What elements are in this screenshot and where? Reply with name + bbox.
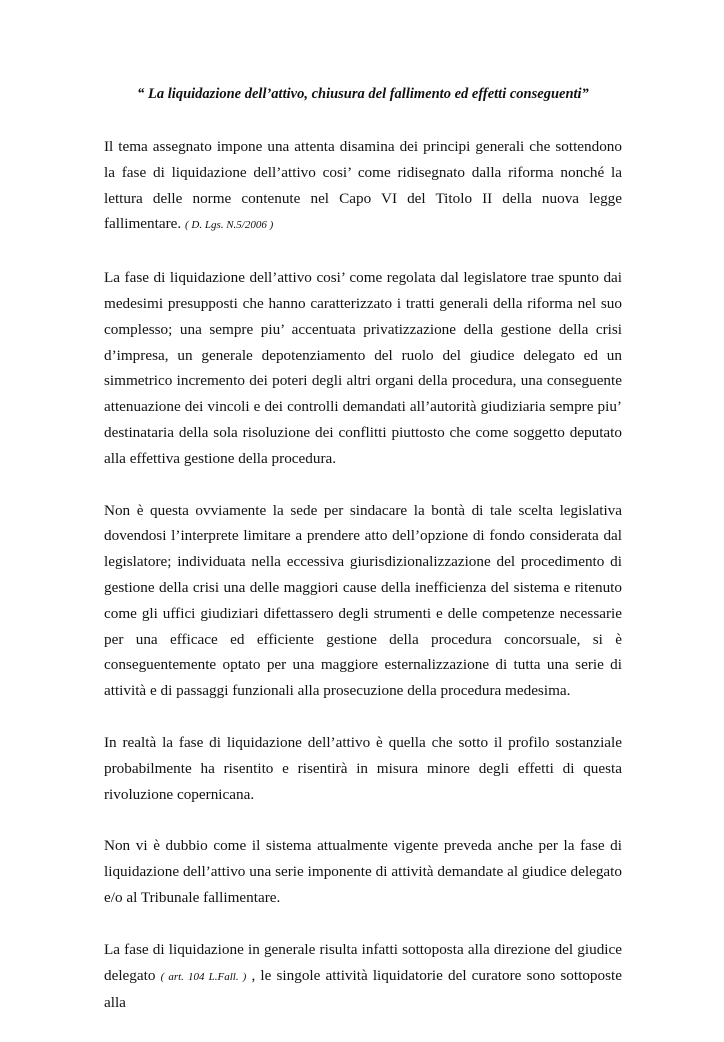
paragraph-3: Non è questa ovviamente la sede per sindacare la bontà di tale scelta legislativa dovendosi l’interprete limitare a prendere atto dell’opzione di fondo considerata dal legislatore; individuata nella eccessiva giurisdizionalizzazione del procedimento di gestione della crisi una delle maggiori cause della inefficienza del sistema e ritenuto come gli uffici giudiziari difettassero degli strumenti e delle competenze necessarie per una efficace ed efficiente gestione della procedura concorsuale, si è conseguentemente optato per una maggiore esternalizzazione di tutta una serie di attività e di passaggi funzionali alla prosecuzione della procedura medesima. bbox=[104, 501, 622, 700]
document-title: “ La liquidazione dell’attivo, chiusura del fallimento ed effetti conseguenti” bbox=[137, 86, 589, 102]
paragraph-2: La fase di liquidazione dell’attivo cosi’ come regolata dal legislatore trae spunto dai medesimi presupposti che hanno caratterizzato i tratti generali della riforma nel suo complesso; una sempre piu’ accentuata privatizzazione della gestione della crisi d’impresa, un generale depotenziamento del ruolo del giudice delegato ed un simmetrico incremento dei poteri degli altri organi della procedura, una conseguente attenuazione dei vincoli e dei controlli demandati all’autorità giudiziaria sempre piu’ destinataria della sola risoluzione dei conflitti piuttosto che come soggetto deputato alla effettiva gestione della procedura. bbox=[104, 269, 622, 467]
document-page bbox=[104, 84, 622, 1042]
paragraph-6-text-end: , le singole attività liquidatorie del curatore sono sottoposte alla bbox=[104, 966, 622, 1012]
paragraph-6 bbox=[104, 937, 622, 1016]
paragraph-5: Non vi è dubbio come il sistema attualmente vigente preveda anche per la fase di liquidazione dell’attivo una serie imponente di attività demandate al giudice delegato e/o al Tribunale fallimentare. bbox=[104, 837, 622, 906]
paragraph-6-text-start: La fase di liquidazione in generale risulta infatti sottoposta alla direzione del giudice delegato bbox=[104, 940, 622, 984]
paragraph-1 bbox=[104, 134, 622, 239]
paragraph-1-text: Il tema assegnato impone una attenta disamina dei principi generali che sottendono la fase di liquidazione dell’attivo cosi’ come ridisegnato dalla riforma nonché la lettura delle norme contenute nel Capo VI del Titolo II della nuova legge fallimentare. bbox=[104, 138, 622, 233]
paragraph-4: In realtà la fase di liquidazione dell’attivo è quella che sotto il profilo sostanziale probabilmente ha risentito e risentirà in misura minore degli effetti di questa rivoluzione copernicana. bbox=[104, 733, 622, 803]
article-reference: ( art. 104 L.Fall. ) bbox=[160, 970, 247, 983]
law-reference: ( D. Lgs. N.5/2006 ) bbox=[184, 219, 274, 232]
